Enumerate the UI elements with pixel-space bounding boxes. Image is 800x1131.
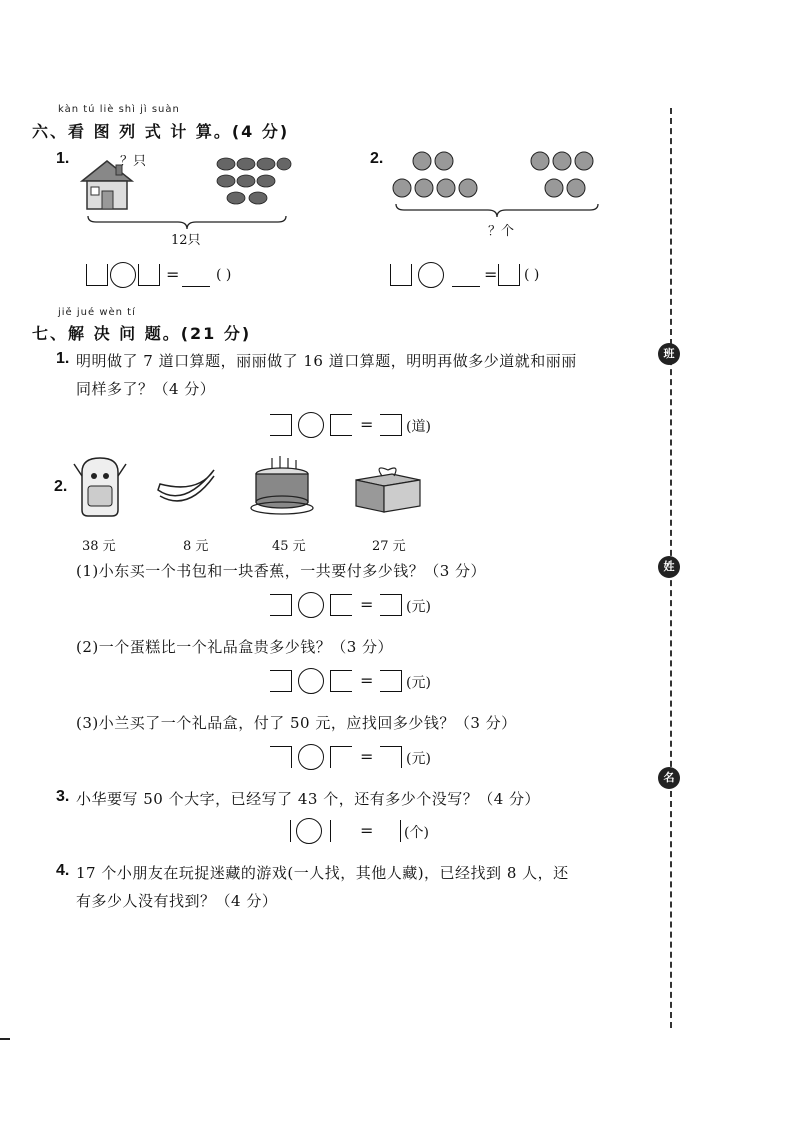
q1-equation: = (道) [270,412,470,440]
p6-2-question-label: ？个 [488,224,515,239]
dogs-icon [214,154,292,206]
margin-badge-surname: 姓 [658,556,680,578]
price-banana: 8 元 [183,539,209,554]
answer-box[interactable] [270,594,292,616]
answer-box[interactable] [380,746,402,768]
q1-number: 1. [56,350,70,367]
operator-circle[interactable] [296,818,322,844]
price-backpack: 38 元 [82,539,116,554]
answer-box[interactable] [330,746,352,768]
p6-1-unit: ( ) [216,267,232,283]
banana-icon [154,460,218,508]
apples-icon [390,150,610,202]
brace-2 [394,202,600,218]
p6-2-number: 2. [370,150,384,167]
page-edge-mark [0,1038,10,1040]
p6-1-number: 1. [56,150,70,167]
margin-badge-class: 班 [658,343,680,365]
answer-box[interactable] [270,670,292,692]
q2-sub2-unit: (元) [406,675,431,691]
section6-pinyin: kàn tú liè shì jì suàn [58,104,180,115]
q2-sub1-unit: (元) [406,599,431,615]
cake-icon [250,454,314,516]
q2-number: 2. [54,478,68,495]
q4-line2: 有多少人没有找到？（4 分） [76,892,278,910]
p6-1-question-label: ？只 [120,154,147,169]
q2-sub2: (2)一个蛋糕比一个礼品盒贵多少钱？（3 分） [76,638,394,656]
q3-number: 3. [56,788,70,805]
answer-box[interactable] [380,594,402,616]
answer-box[interactable] [86,264,108,286]
answer-box[interactable] [380,414,402,436]
q2-sub1: (1)小东买一个书包和一块香蕉，一共要付多少钱？（3 分） [76,562,487,580]
q1-line1: 明明做了 7 道口算题，丽丽做了 16 道口算题，明明再做多少道就和丽丽 [76,352,577,370]
answer-blank[interactable] [452,286,480,287]
answer-box[interactable] [270,746,292,768]
q3-unit: (个) [404,825,429,841]
q2-sub3-equation: = (元) [270,744,470,772]
answer-box[interactable] [330,670,352,692]
answer-box[interactable] [270,414,292,436]
q4-number: 4. [56,862,70,879]
q2-sub2-equation: = (元) [270,668,470,696]
section7-title: 七、解 决 问 题。(21 分) [32,324,252,343]
gift-box-icon [352,462,424,514]
q4-line1: 17 个小朋友在玩捉迷藏的游戏(一人找，其他人藏)，已经找到 8 人，还 [76,864,569,882]
p6-1-equation: = ( ) [86,262,286,290]
answer-box[interactable] [330,594,352,616]
answer-box[interactable] [138,264,160,286]
q1-line2: 同样多了？（4 分） [76,380,216,398]
section6-title: 六、看 图 列 式 计 算。(4 分) [32,122,290,141]
margin-badge-name: 名 [658,767,680,789]
operator-circle[interactable] [298,592,324,618]
p6-2-unit: ( ) [524,267,540,283]
answer-box[interactable] [400,820,401,842]
operator-circle[interactable] [110,262,136,288]
q3-text: 小华要写 50 个大字，已经写了 43 个，还有多少个没写？（4 分） [76,790,541,808]
operator-circle[interactable] [298,668,324,694]
answer-box[interactable] [380,670,402,692]
answer-blank[interactable] [182,286,210,287]
price-gift: 27 元 [372,539,406,554]
answer-box[interactable] [390,264,412,286]
answer-box[interactable] [330,414,352,436]
q2-sub3-unit: (元) [406,751,431,767]
operator-circle[interactable] [298,412,324,438]
operator-circle[interactable] [418,262,444,288]
answer-box[interactable] [330,820,331,842]
brace-1 [86,214,288,230]
answer-box[interactable] [290,820,291,842]
q3-equation: = (个) [290,818,460,846]
q2-sub3: (3)小兰买了一个礼品盒，付了 50 元，应找回多少钱？（3 分） [76,714,517,732]
q1-unit: (道) [406,419,431,435]
operator-circle[interactable] [298,744,324,770]
q2-sub1-equation: = (元) [270,592,470,620]
section7-pinyin: jiě jué wèn tí [58,307,136,318]
price-cake: 45 元 [272,539,306,554]
answer-box[interactable] [498,264,520,286]
p6-2-equation: = ( ) [390,262,590,290]
p6-1-total-label: 12只 [171,233,201,248]
backpack-icon [72,452,128,520]
